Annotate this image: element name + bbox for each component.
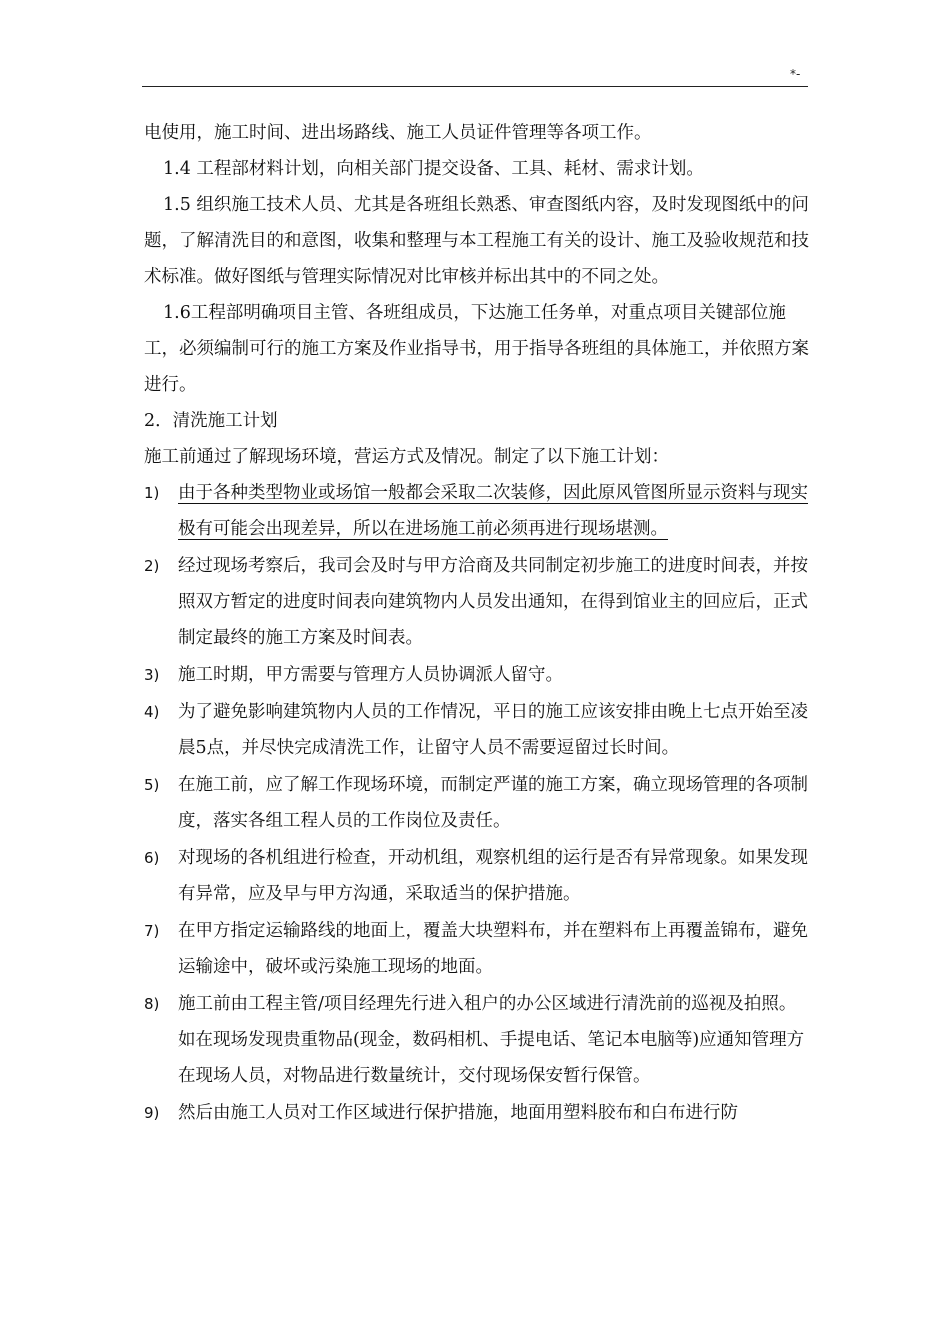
list-text: 为了避免影响建筑物内人员的工作情况，平日的施工应该安排由晚上七点开始至凌晨5点，并尽快完成清洗工作，让留守人员不需要逗留过长时间。 <box>178 702 808 758</box>
list-text: 由于各种类型物业或场馆一般都会采取二次装修，因此原风管图所显示资料与现实极有可能会出现差异，所以在进场施工前必须再进行现场堪测。 <box>178 483 808 539</box>
list-number: 8) <box>144 995 160 1013</box>
paragraph-continuation: 电使用，施工时间、进出场路线、施工人员证件管理等各项工作。 <box>144 123 652 143</box>
list-number: 9) <box>144 1104 160 1122</box>
list-text: 经过现场考察后，我司会及时与甲方洽商及共同制定初步施工的进度时间表，并按照双方暂定的进度时间表向建筑物内人员发出通知，在得到馆业主的回应后，正式制定最终的施工方案及时间表。 <box>178 556 808 648</box>
list-item <box>144 767 810 839</box>
list-text: 在甲方指定运输路线的地面上，覆盖大块塑料布，并在塑料布上再覆盖锦布，避免运输途中，破坏或污染施工现场的地面。 <box>178 921 808 977</box>
list-number: 2) <box>144 557 160 575</box>
list-text: 对现场的各机组进行检查，开动机组，观察机组的运行是否有异常现象。如果发现有异常，应及早与甲方沟通，采取适当的保护措施。 <box>178 848 808 904</box>
list-number: 6) <box>144 849 160 867</box>
list-number: 7) <box>144 922 160 940</box>
paragraph-1-4: 1.4 工程部材料计划，向相关部门提交设备、工具、耗材、需求计划。 <box>163 159 704 179</box>
list-item <box>144 840 810 912</box>
list-text: 施工时期，甲方需要与管理方人员协调派人留守。 <box>178 665 563 685</box>
list-item <box>144 548 810 656</box>
list-number: 5) <box>144 776 160 794</box>
paragraph-1-5: 1.5 组织施工技术人员、尤其是各班组长熟悉、审查图纸内容，及时发现图纸中的问题，了解清洗目的和意图，收集和整理与本工程施工有关的设计、施工及验收规范和技术标准。做好图纸与管理实际情况对比审核并标出其中的不同之处。 <box>144 195 809 287</box>
list-item <box>144 1095 810 1131</box>
paragraph-intro: 施工前通过了解现场环境，营运方式及情况。制定了以下施工计划： <box>144 447 669 467</box>
list-item <box>144 986 810 1094</box>
list-item <box>144 694 810 766</box>
list-number: 1) <box>144 484 160 502</box>
list-number: 3) <box>144 666 160 684</box>
list-number: 4) <box>144 703 160 721</box>
paragraph-1-6: 1.6工程部明确项目主管、各班组成员，下达施工任务单，对重点项目关键部位施工，必须编制可行的施工方案及作业指导书，用于指导各班组的具体施工，并依照方案进行。 <box>144 303 809 395</box>
list-text: 然后由施工人员对工作区域进行保护措施，地面用塑料胶布和白布进行防 <box>178 1103 738 1123</box>
list-item <box>144 913 810 985</box>
list-item <box>144 657 810 693</box>
list-text: 施工前由工程主管/项目经理先行进入租户的办公区域进行清洗前的巡视及拍照。如在现场发现贵重物品(现金，数码相机、手提电话、笔记本电脑等)应通知管理方在现场人员，对物品进行数量统计，交付现场保安暂行保管。 <box>178 994 805 1086</box>
header-rule <box>142 86 808 87</box>
header-mark: *- <box>790 67 801 81</box>
section-heading-2: 2．清洗施工计划 <box>144 411 278 431</box>
document-body <box>144 115 810 1132</box>
list-text: 在施工前，应了解工作现场环境，而制定严谨的施工方案，确立现场管理的各项制度，落实各组工程人员的工作岗位及责任。 <box>178 775 808 831</box>
list-item <box>144 475 810 547</box>
